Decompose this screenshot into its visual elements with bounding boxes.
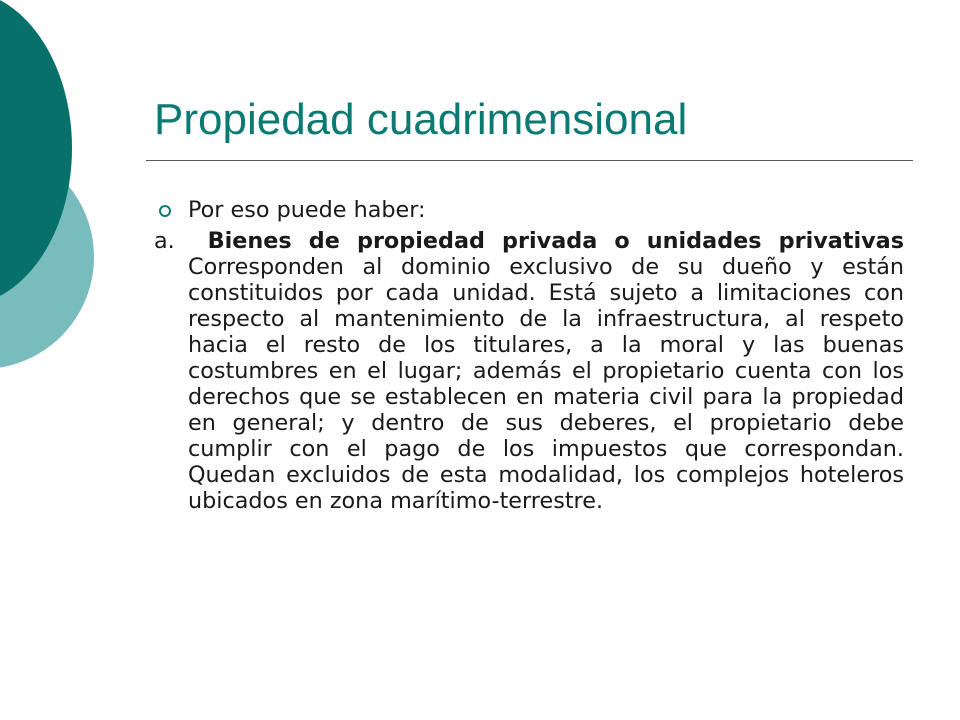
item-body-text: Corresponden al dominio exclusivo de su dueño y están constituidos por cada unidad. Está sujeto a limitaciones con respecto al mantenimiento de la infraestructura, al respeto hacia el resto de los titulares, a la moral y las buenas costumbres en el lugar; además el propietario cuenta con los derechos que se establecen en materia civil para la propiedad en general; y dentro de sus deberes, el propietario debe cumplir con el pago de los impuestos que correspondan. Quedan excluidos de esta modalidad, los complejos hoteleros ubicados en zona marítimo-terrestre. (188, 228, 912, 514)
slide-title: Propiedad cuadrimensional (154, 95, 688, 144)
bullet-icon (159, 205, 171, 217)
item-marker: a. (154, 228, 208, 254)
bullet-item (154, 196, 904, 224)
list-item-a (154, 228, 912, 514)
title-divider (146, 160, 913, 161)
slide-body (154, 196, 912, 514)
item-bold-text: Bienes de propiedad privada o unidades privativas (207, 228, 904, 254)
bullet-text: Por eso puede haber: (188, 197, 426, 223)
